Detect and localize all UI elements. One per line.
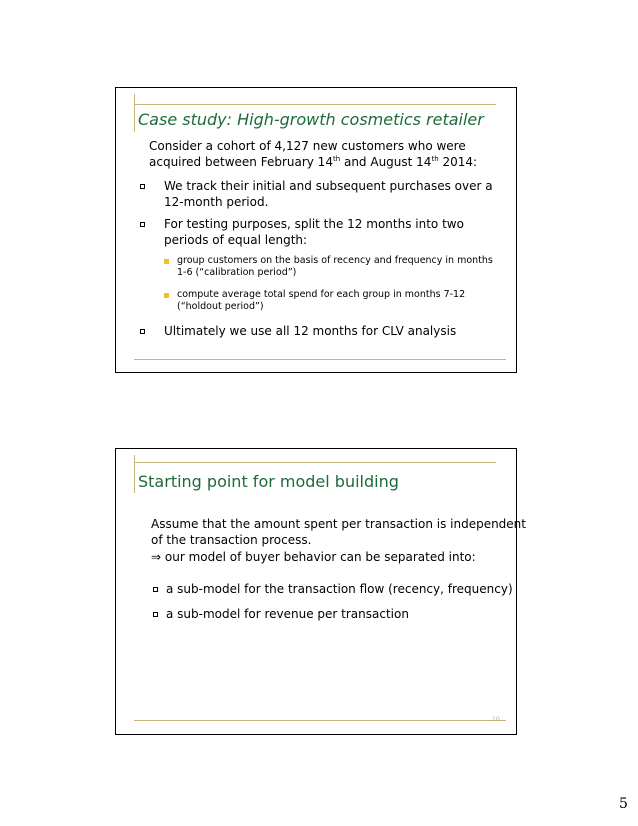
sub-bullet-2-line-2: (“holdout period”): [177, 301, 264, 312]
square-bullet-icon: [164, 293, 169, 298]
bullet-1-line-1: We track their initial and subsequent purchases over a: [164, 179, 493, 193]
bullet-1-line-2: 12-month period.: [164, 195, 269, 209]
checkbox-bullet-icon: [153, 587, 158, 592]
bullet-3: Ultimately we use all 12 months for CLV analysis: [164, 324, 457, 338]
title-rule-top: [134, 104, 496, 105]
title-rule-left: [134, 94, 135, 132]
para-line-2: of the transaction process.: [151, 533, 312, 547]
footer-rule: [134, 359, 506, 360]
slide-number: 10: [492, 716, 500, 723]
checkbox-bullet-icon: [140, 329, 145, 334]
bullet-2-line-2: periods of equal length:: [164, 233, 308, 247]
title-rule-top: [134, 462, 496, 463]
title-rule-left: [134, 455, 135, 493]
intro-line-1: Consider a cohort of 4,127 new customers who were: [149, 139, 466, 153]
slide-title: Case study: High-growth cosmetics retailer: [138, 110, 484, 129]
slide-case-study: [115, 87, 517, 373]
checkbox-bullet-icon: [153, 612, 158, 617]
square-bullet-icon: [164, 259, 169, 264]
sub-bullet-2-line-1: compute average total spend for each group in months 7-12: [177, 289, 466, 300]
page-number: 5: [619, 796, 628, 812]
bullet-2: a sub-model for revenue per transaction: [166, 607, 409, 621]
bullet-1: a sub-model for the transaction flow (recency, frequency): [166, 582, 513, 596]
footer-rule: [134, 720, 506, 721]
slide-title: Starting point for model building: [138, 472, 399, 491]
para-line-1: Assume that the amount spent per transaction is independent: [151, 517, 526, 531]
sub-bullet-1-line-1: group customers on the basis of recency and frequency in months: [177, 255, 493, 266]
implies-line: ⇒ our model of buyer behavior can be separated into:: [151, 550, 476, 564]
checkbox-bullet-icon: [140, 222, 145, 227]
bullet-2-line-1: For testing purposes, split the 12 months into two: [164, 217, 464, 231]
sub-bullet-1-line-2: 1-6 (“calibration period”): [177, 267, 297, 278]
intro-line-2: acquired between February 14th and August 14th 2014:: [149, 155, 478, 169]
slide-model-building: [115, 448, 526, 735]
checkbox-bullet-icon: [140, 184, 145, 189]
